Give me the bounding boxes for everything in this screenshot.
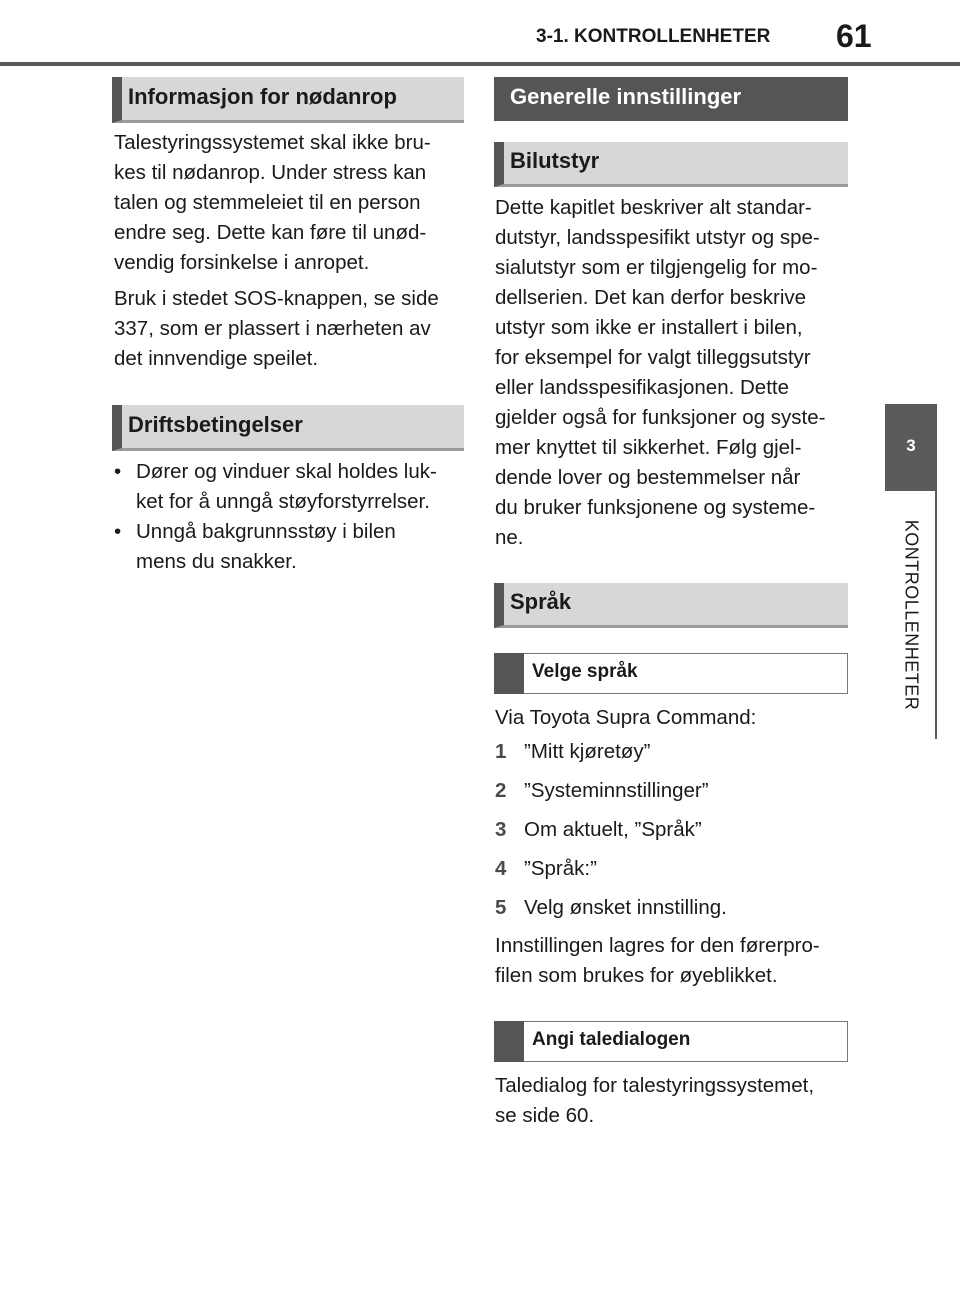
text-line: dutstyr, landsspesifikt utstyr og spe- [495,226,820,249]
step-item [495,857,850,887]
chapter-tab-edge [935,404,937,739]
dialog-heading [494,1021,848,1062]
text-line: dende lover og bestemmelser når [495,466,801,489]
text-line: Taledialog for talestyringssystemet, [495,1074,815,1097]
step-text: Velg ønsket innstilling. [524,896,727,919]
bullet-icon: • [114,520,122,543]
step-text: ”Mitt kjøretøy” [524,740,651,763]
step-text: ”Systeminnstillinger” [524,779,709,802]
text-line: Via Toyota Supra Command: [495,706,757,729]
text-line: Bruk i stedet SOS-knappen, se side [114,287,439,310]
equipment-heading-text: Bilutstyr [510,148,600,173]
select-language-heading-text: Velge språk [532,661,638,682]
step-item [495,740,850,770]
text-line: kes til nødanrop. Under stress kan [114,161,427,184]
step-item [495,896,850,926]
step-number: 2 [495,779,507,802]
step-number: 4 [495,857,507,880]
emergency-paragraph-1 [114,128,464,278]
language-note [495,931,850,991]
emergency-heading [112,77,464,123]
equipment-paragraph [495,193,850,553]
chapter-label: KONTROLLENHETER [901,519,922,711]
heading-marker [494,1021,524,1062]
emergency-heading-text: Informasjon for nødanrop [128,84,397,109]
heading-marker [494,653,524,694]
header-divider [0,62,960,66]
text-line: du bruker funksjonene og systeme- [495,496,816,519]
text-line: mer knyttet til sikkerhet. Følg gjel- [495,436,802,459]
text-line: Unngå bakgrunnsstøy i bilen [136,520,396,543]
text-line: sialutstyr som er tilgjengelig for mo- [495,256,818,279]
text-line: utstyr som ikke er installert i bilen, [495,316,803,339]
bullet-item [114,517,464,577]
dialog-heading-text: Angi taledialogen [532,1029,691,1050]
text-line: ket for å unngå støyforstyrrelser. [136,490,430,513]
text-line: mens du snakker. [136,550,297,573]
general-settings-heading [494,77,848,121]
text-line: filen som brukes for øyeblikket. [495,964,778,987]
bullet-icon: • [114,460,122,483]
select-language-heading [494,653,848,694]
conditions-heading-text: Driftsbetingelser [128,412,303,437]
language-intro [495,703,850,733]
text-line: gjelder også for funksjoner og syste- [495,406,826,429]
text-line: Talestyringssystemet skal ikke bru- [114,131,431,154]
text-line: endre seg. Dette kan føre til unød- [114,221,427,244]
equipment-heading [494,142,848,187]
text-line: se side 60. [495,1104,595,1127]
text-line: Innstillingen lagres for den førerpro- [495,934,820,957]
page-number: 61 [836,18,872,54]
text-line: Dører og vinduer skal holdes luk- [136,460,437,483]
step-item [495,818,850,848]
text-line: Dette kapitlet beskriver alt standar- [495,196,812,219]
step-text: Om aktuelt, ”Språk” [524,818,702,841]
general-settings-heading-text: Generelle innstillinger [510,84,742,109]
emergency-paragraph-2 [114,284,464,374]
language-heading-text: Språk [510,589,572,614]
step-number: 1 [495,740,507,763]
section-title: 3-1. KONTROLLENHETER [536,26,771,47]
step-text: ”Språk:” [524,857,597,880]
step-number: 3 [495,818,507,841]
step-number: 5 [495,896,507,919]
text-line: det innvendige speilet. [114,347,319,370]
text-line: 337, som er plassert i nærheten av [114,317,431,340]
dialog-paragraph [495,1071,850,1131]
text-line: talen og stemmeleiet til en person [114,191,421,214]
text-line: dellserien. Det kan derfor beskrive [495,286,807,309]
text-line: vendig forsinkelse i anropet. [114,251,370,274]
text-line: eller landsspesifikasjonen. Dette [495,376,789,399]
text-line: ne. [495,526,524,549]
bullet-item [114,457,464,517]
language-heading [494,583,848,628]
step-item [495,779,850,809]
text-line: for eksempel for valgt tilleggsutstyr [495,346,811,369]
conditions-heading [112,405,464,451]
chapter-number: 3 [906,436,916,455]
